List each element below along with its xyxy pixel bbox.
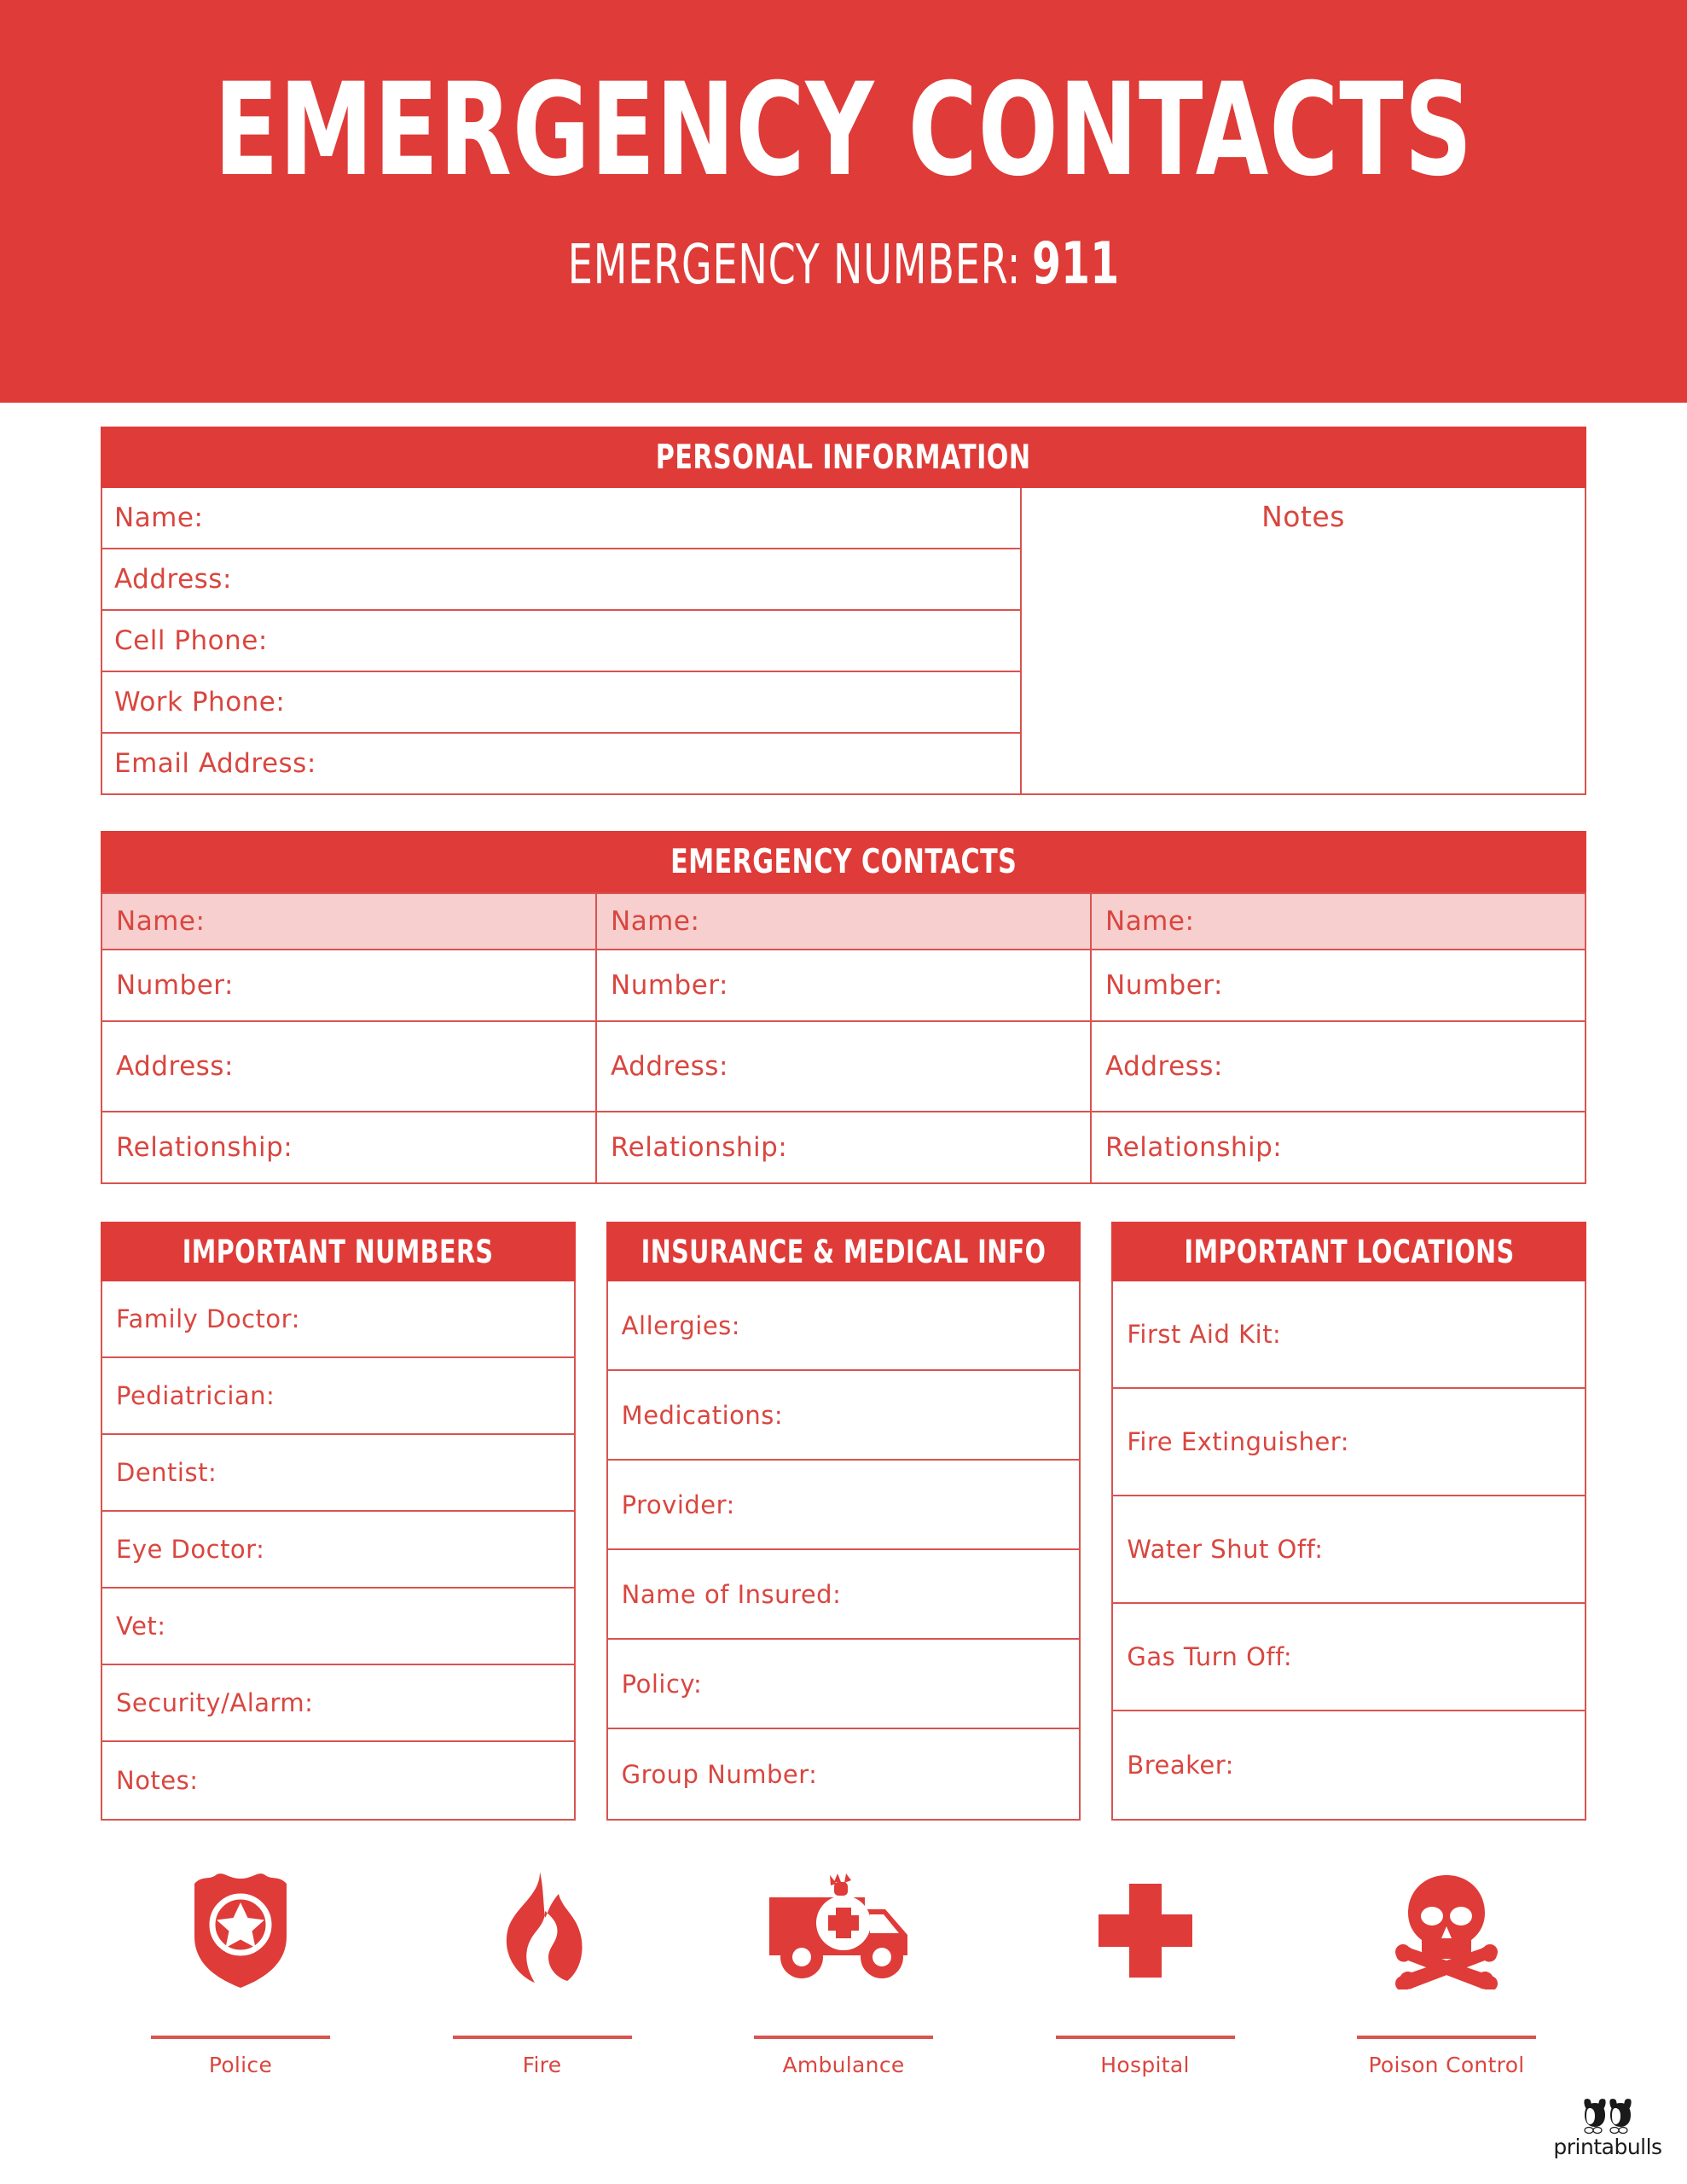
footer-label-poison-control: Poison Control xyxy=(1368,2053,1525,2077)
emergency-number-line xyxy=(567,230,1120,298)
bulldog-logo-icon xyxy=(1582,2097,1633,2136)
field-row-cell-phone[interactable] xyxy=(101,611,1022,672)
footer-label-hospital: Hospital xyxy=(1100,2053,1190,2077)
contact-2-number-cell[interactable] xyxy=(596,950,1091,1021)
contact-3-address-cell[interactable] xyxy=(1091,1021,1586,1112)
contact-3-name-label: Name: xyxy=(1105,906,1195,937)
emergency-contacts-header xyxy=(101,831,1586,892)
field-row-breaker[interactable] xyxy=(1113,1711,1585,1819)
field-row-dentist[interactable] xyxy=(102,1435,574,1512)
field-label-name-of-insured: Name of Insured: xyxy=(621,1579,842,1609)
police-badge-icon xyxy=(190,1870,291,1989)
watermark-text: printabulls xyxy=(1553,2135,1662,2159)
field-label-security-alarm: Security/Alarm: xyxy=(116,1688,314,1717)
footer-rule-police xyxy=(151,2036,330,2039)
contact-1-name-cell[interactable] xyxy=(101,893,596,950)
footer-item-police xyxy=(113,1870,368,2077)
table-row xyxy=(101,893,1586,950)
field-label-dentist: Dentist: xyxy=(116,1458,217,1487)
field-label-group-number: Group Number: xyxy=(621,1759,818,1789)
insurance-medical-section xyxy=(606,1222,1081,1821)
field-row-vet[interactable] xyxy=(102,1589,574,1665)
field-label-address: Address: xyxy=(114,564,232,595)
contact-1-name-label: Name: xyxy=(116,906,206,937)
lower-panels xyxy=(101,1222,1586,1821)
field-row-provider[interactable] xyxy=(608,1461,1080,1550)
emergency-services-footer xyxy=(101,1870,1586,2077)
contact-2-address-label: Address: xyxy=(611,1051,728,1082)
table-row xyxy=(101,1112,1586,1183)
field-label-breaker: Breaker: xyxy=(1127,1751,1234,1780)
field-label-eye-doctor: Eye Doctor: xyxy=(116,1535,265,1564)
emergency-contacts-title: EMERGENCY CONTACTS xyxy=(670,843,1017,881)
field-row-name[interactable] xyxy=(101,488,1022,549)
notes-label: Notes xyxy=(1261,500,1345,533)
field-label-policy: Policy: xyxy=(621,1669,703,1699)
field-row-email-address[interactable] xyxy=(101,734,1022,795)
field-label-vet: Vet: xyxy=(116,1612,166,1641)
contact-3-name-cell[interactable] xyxy=(1091,893,1586,950)
contact-2-address-cell[interactable] xyxy=(596,1021,1091,1112)
important-locations-body xyxy=(1111,1281,1586,1821)
table-row xyxy=(101,950,1586,1021)
contact-1-number-label: Number: xyxy=(116,970,234,1001)
emergency-number-value: 911 xyxy=(1032,230,1120,298)
contact-3-relationship-label: Relationship: xyxy=(1105,1132,1283,1163)
contact-1-relationship-label: Relationship: xyxy=(116,1132,293,1163)
field-label-fire-extinguisher: Fire Extinguisher: xyxy=(1127,1427,1349,1456)
field-label-medications: Medications: xyxy=(621,1400,784,1430)
field-row-first-aid-kit[interactable] xyxy=(1113,1281,1585,1389)
contact-2-relationship-label: Relationship: xyxy=(611,1132,788,1163)
field-row-address[interactable] xyxy=(101,549,1022,611)
important-numbers-body xyxy=(101,1281,576,1821)
important-numbers-header xyxy=(101,1222,576,1281)
field-label-first-aid-kit: First Aid Kit: xyxy=(1127,1320,1282,1349)
page-header xyxy=(0,0,1687,403)
medical-cross-icon xyxy=(1091,1870,1200,1989)
personal-information-section xyxy=(101,427,1586,795)
contact-1-address-cell[interactable] xyxy=(101,1021,596,1112)
footer-rule-ambulance xyxy=(754,2036,933,2039)
field-row-medications[interactable] xyxy=(608,1371,1080,1461)
contact-1-number-cell[interactable] xyxy=(101,950,596,1021)
contact-2-number-label: Number: xyxy=(611,970,728,1001)
footer-item-poison-control xyxy=(1319,1870,1574,2077)
footer-rule-fire xyxy=(453,2036,632,2039)
contact-2-relationship-cell[interactable] xyxy=(596,1112,1091,1183)
field-row-work-phone[interactable] xyxy=(101,672,1022,734)
field-label-gas-turn-off: Gas Turn Off: xyxy=(1127,1642,1293,1671)
important-locations-header xyxy=(1111,1222,1586,1281)
personal-information-header xyxy=(101,427,1586,488)
table-row xyxy=(101,1021,1586,1112)
printabulls-watermark xyxy=(1552,2097,1663,2159)
emergency-number-label: EMERGENCY NUMBER: xyxy=(567,234,1022,297)
field-label-name: Name: xyxy=(114,502,204,533)
field-row-name-of-insured[interactable] xyxy=(608,1550,1080,1640)
field-row-fire-extinguisher[interactable] xyxy=(1113,1389,1585,1496)
page-title: EMERGENCY CONTACTS xyxy=(213,56,1474,205)
contact-3-address-label: Address: xyxy=(1105,1051,1223,1082)
personal-information-fields xyxy=(101,488,1022,795)
field-row-eye-doctor[interactable] xyxy=(102,1512,574,1589)
notes-panel[interactable] xyxy=(1022,488,1586,795)
field-row-family-doctor[interactable] xyxy=(102,1281,574,1358)
contact-1-address-label: Address: xyxy=(116,1051,234,1082)
field-label-work-phone: Work Phone: xyxy=(114,687,286,717)
field-row-policy[interactable] xyxy=(608,1640,1080,1729)
field-row-numbers-notes[interactable] xyxy=(102,1742,574,1819)
contact-1-relationship-cell[interactable] xyxy=(101,1112,596,1183)
field-label-cell-phone: Cell Phone: xyxy=(114,625,268,656)
important-locations-section xyxy=(1111,1222,1586,1821)
contact-3-relationship-cell[interactable] xyxy=(1091,1112,1586,1183)
emergency-contacts-table xyxy=(101,892,1586,1184)
field-row-security-alarm[interactable] xyxy=(102,1665,574,1742)
emergency-contacts-section xyxy=(101,831,1586,1184)
personal-information-title: PERSONAL INFORMATION xyxy=(656,439,1031,477)
footer-rule-poison-control xyxy=(1357,2036,1536,2039)
footer-item-hospital xyxy=(1017,1870,1273,2077)
footer-item-fire xyxy=(415,1870,670,2077)
footer-label-fire: Fire xyxy=(522,2053,562,2077)
insurance-medical-title: INSURANCE & MEDICAL INFO xyxy=(641,1234,1046,1270)
contact-2-name-cell[interactable] xyxy=(596,893,1091,950)
contact-3-number-cell[interactable] xyxy=(1091,950,1586,1021)
field-label-allergies: Allergies: xyxy=(621,1310,741,1340)
important-numbers-title: IMPORTANT NUMBERS xyxy=(182,1234,494,1270)
footer-label-ambulance: Ambulance xyxy=(782,2053,905,2077)
field-row-water-shut-off[interactable] xyxy=(1113,1496,1585,1604)
field-label-email-address: Email Address: xyxy=(114,748,316,779)
important-locations-title: IMPORTANT LOCATIONS xyxy=(1184,1234,1515,1270)
field-row-pediatrician[interactable] xyxy=(102,1358,574,1435)
form-sheet xyxy=(0,403,1687,2159)
field-row-allergies[interactable] xyxy=(608,1281,1080,1371)
field-label-water-shut-off: Water Shut Off: xyxy=(1127,1535,1324,1564)
contact-2-name-label: Name: xyxy=(611,906,700,937)
field-label-provider: Provider: xyxy=(621,1490,735,1519)
field-label-family-doctor: Family Doctor: xyxy=(116,1304,300,1333)
footer-label-police: Police xyxy=(208,2053,273,2077)
important-numbers-section xyxy=(101,1222,576,1821)
insurance-medical-body xyxy=(606,1281,1081,1821)
field-label-numbers-notes: Notes: xyxy=(116,1766,199,1795)
field-row-group-number[interactable] xyxy=(608,1729,1080,1819)
skull-crossbones-icon xyxy=(1393,1870,1500,1989)
footer-item-ambulance xyxy=(716,1870,971,2077)
insurance-medical-header xyxy=(606,1222,1081,1281)
field-row-gas-turn-off[interactable] xyxy=(1113,1604,1585,1711)
flame-icon xyxy=(496,1870,589,1989)
ambulance-icon xyxy=(762,1870,925,1989)
footer-rule-hospital xyxy=(1056,2036,1235,2039)
contact-3-number-label: Number: xyxy=(1105,970,1223,1001)
field-label-pediatrician: Pediatrician: xyxy=(116,1381,275,1410)
